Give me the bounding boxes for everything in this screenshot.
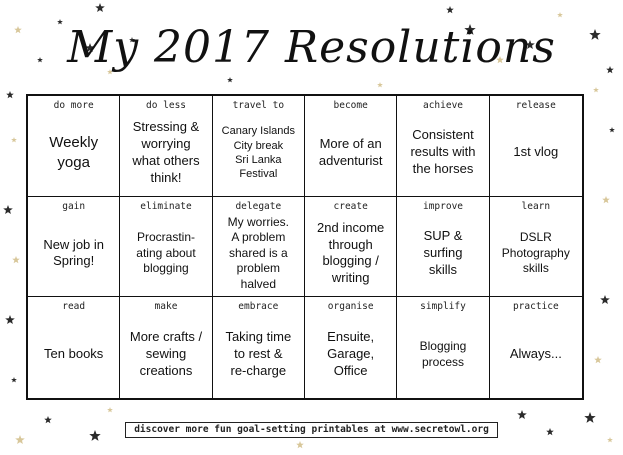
cell-resolution-text: Weekly yoga [49,134,99,171]
cell-resolution-text: Blogging process [419,339,467,369]
star-icon [6,91,14,98]
resolution-cell-become [305,96,397,197]
star-icon [3,205,13,214]
star-icon [557,12,563,17]
cell-resolution-text: Consistent results with the horses [410,127,476,177]
star-icon [546,428,554,435]
resolutions-grid [26,94,584,400]
cell-resolution-text: More of an adventurist [318,135,383,168]
resolution-cell-achieve [397,96,489,197]
cell-category-label: eliminate [140,200,192,212]
cell-category-label: make [154,301,178,313]
star-icon [609,127,615,132]
cell-resolution-text: Procrastin- ating about blogging [136,230,196,276]
resolution-cell-eliminate [120,197,212,298]
resolution-cell-do-more [28,96,120,197]
resolution-cell-release [490,96,582,197]
resolution-cell-read [28,297,120,398]
cell-category-label: organise [327,301,374,313]
cell-category-label: embrace [238,301,279,313]
cell-category-label: delegate [235,200,282,212]
cell-category-label: practice [512,301,559,313]
resolution-cell-gain [28,197,120,298]
cell-resolution-text: Taking time to rest & re-charge [225,329,292,379]
resolution-cell-simplify [397,297,489,398]
cell-category-label: learn [521,200,551,212]
cell-resolution-text: Ensuite, Garage, Office [327,329,375,379]
cell-resolution-text: More crafts / sewing creations [129,329,203,379]
resolution-cell-improve [397,197,489,298]
resolution-cell-create [305,197,397,298]
star-icon [44,416,52,423]
resolution-cell-practice [490,297,582,398]
cell-category-label: read [62,301,86,313]
star-icon [95,3,105,12]
cell-resolution-text: 2nd income through blogging / writing [317,219,385,286]
cell-category-label: travel to [232,100,285,111]
resolution-cell-embrace [213,297,305,398]
cell-resolution-text: Ten books [44,346,104,362]
star-icon [584,412,595,423]
star-icon [600,295,610,304]
cell-category-label: become [333,100,368,111]
cell-resolution-text: Stressing & worrying what others think! [132,119,200,185]
cell-resolution-text: Canary Islands City break Sri Lanka Festival [221,125,296,181]
cell-category-label: simplify [420,301,466,313]
cell-resolution-text: DSLR Photography skills [501,230,570,276]
cell-resolution-text: Always... [509,346,562,362]
star-icon [607,437,613,442]
cell-category-label: create [333,200,368,212]
star-icon [11,377,17,382]
cell-category-label: do less [145,100,187,111]
star-icon [446,6,454,13]
star-icon [593,87,599,92]
cell-resolution-text: My worries. A problem shared is a problem halved [227,214,289,291]
star-icon [107,407,113,412]
cell-category-label: release [515,100,556,111]
star-icon [602,196,610,203]
resolution-cell-organise [305,297,397,398]
star-icon [89,430,100,441]
cell-resolution-text: SUP & surfing skills [423,228,463,277]
cell-category-label: improve [422,200,464,212]
cell-resolution-text: New job in Spring! [43,236,105,269]
footer-link-text: discover more fun goal-setting printables at www.secretowl.org [125,422,498,438]
star-icon [296,441,304,448]
star-icon [12,256,20,263]
star-icon [517,410,527,419]
page-title: My 2017 Resolutions [67,22,556,73]
resolution-cell-learn [490,197,582,298]
star-icon [5,315,15,324]
cell-category-label: do more [53,100,94,111]
star-icon [377,82,383,87]
cell-resolution-text: 1st vlog [513,144,559,160]
cell-category-label: gain [62,200,86,212]
star-icon [594,356,602,363]
resolution-cell-make [120,297,212,398]
resolution-cell-travel-to [213,96,305,197]
star-icon [11,137,17,142]
cell-category-label: achieve [422,100,464,111]
resolution-cell-do-less [120,96,212,197]
star-icon [15,435,25,444]
resolution-cell-delegate [213,197,305,298]
star-icon [227,77,233,82]
